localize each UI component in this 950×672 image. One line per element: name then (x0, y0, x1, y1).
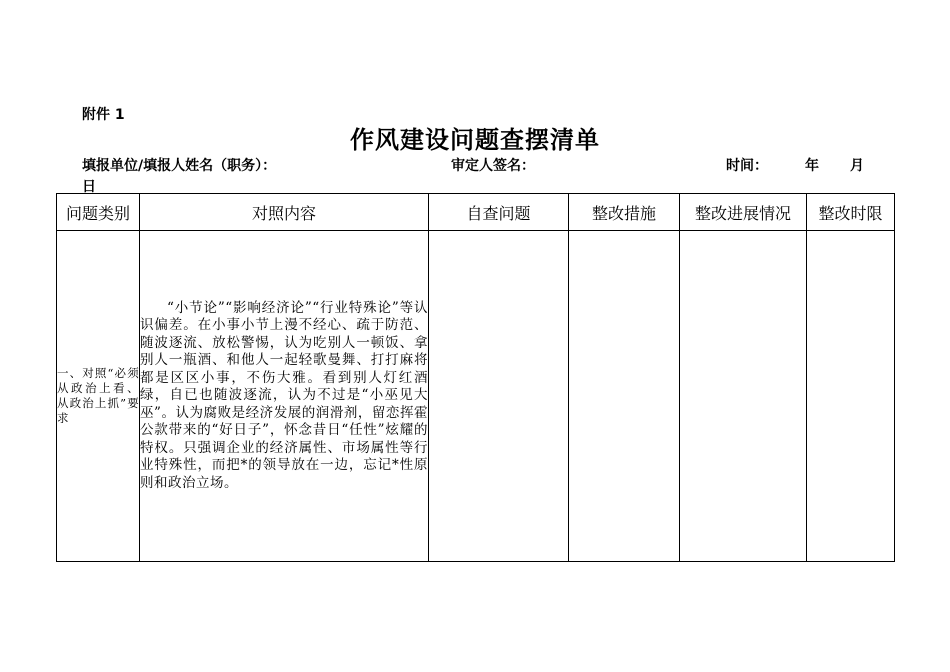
page-title: 作风建设问题查摆清单 (350, 126, 600, 154)
time-label: 时间： (726, 158, 768, 174)
month-label: 月 (850, 158, 864, 174)
self-check-cell[interactable] (429, 231, 569, 562)
header-self-check: 自查问题 (429, 194, 569, 231)
year-label: 年 (805, 158, 819, 174)
header-deadline: 整改时限 (807, 194, 895, 231)
content-cell (140, 231, 429, 562)
table-row (57, 231, 895, 562)
attachment-label: 附件 1 (82, 107, 125, 123)
approver-label: 审定人签名： (451, 158, 535, 174)
content-text: “小节论”“影响经济论”“行业特殊论”等认识偏差。在小事小节上漫不经心、疏于防范、随波逐流、放松警惕，认为吃别人一顿饭、拿别人一瓶酒、和他人一起轻歌曼舞、打打麻将都是区区小事，不伤大雅。看到别人灯红酒绿，自已也随波逐流，认为不过是“小巫见大巫”。认为腐败是经济发展的润滑剂，留恋挥霍公款带来的“好日子”，怀念昔日“任性”炫耀的特权。只强调企业的经济属性、市场属性等行业特殊性，而把*的领导放在一边，忘记*性原则和政治立场。 (140, 299, 428, 491)
header-progress: 整改进展情况 (680, 194, 807, 231)
progress-cell[interactable] (680, 231, 807, 562)
header-measures: 整改措施 (569, 194, 680, 231)
header-category: 问题类别 (57, 194, 140, 231)
measures-cell[interactable] (569, 231, 680, 562)
unit-label: 填报单位/填报人姓名（职务）： (82, 158, 277, 174)
header-row (57, 194, 895, 231)
category-cell: 一、对照“必须从政治上看、从政治上抓”要求 (57, 231, 140, 562)
checklist-table (56, 193, 895, 562)
header-content: 对照内容 (140, 194, 429, 231)
day-label: 日 (82, 179, 96, 195)
deadline-cell[interactable] (807, 231, 895, 562)
